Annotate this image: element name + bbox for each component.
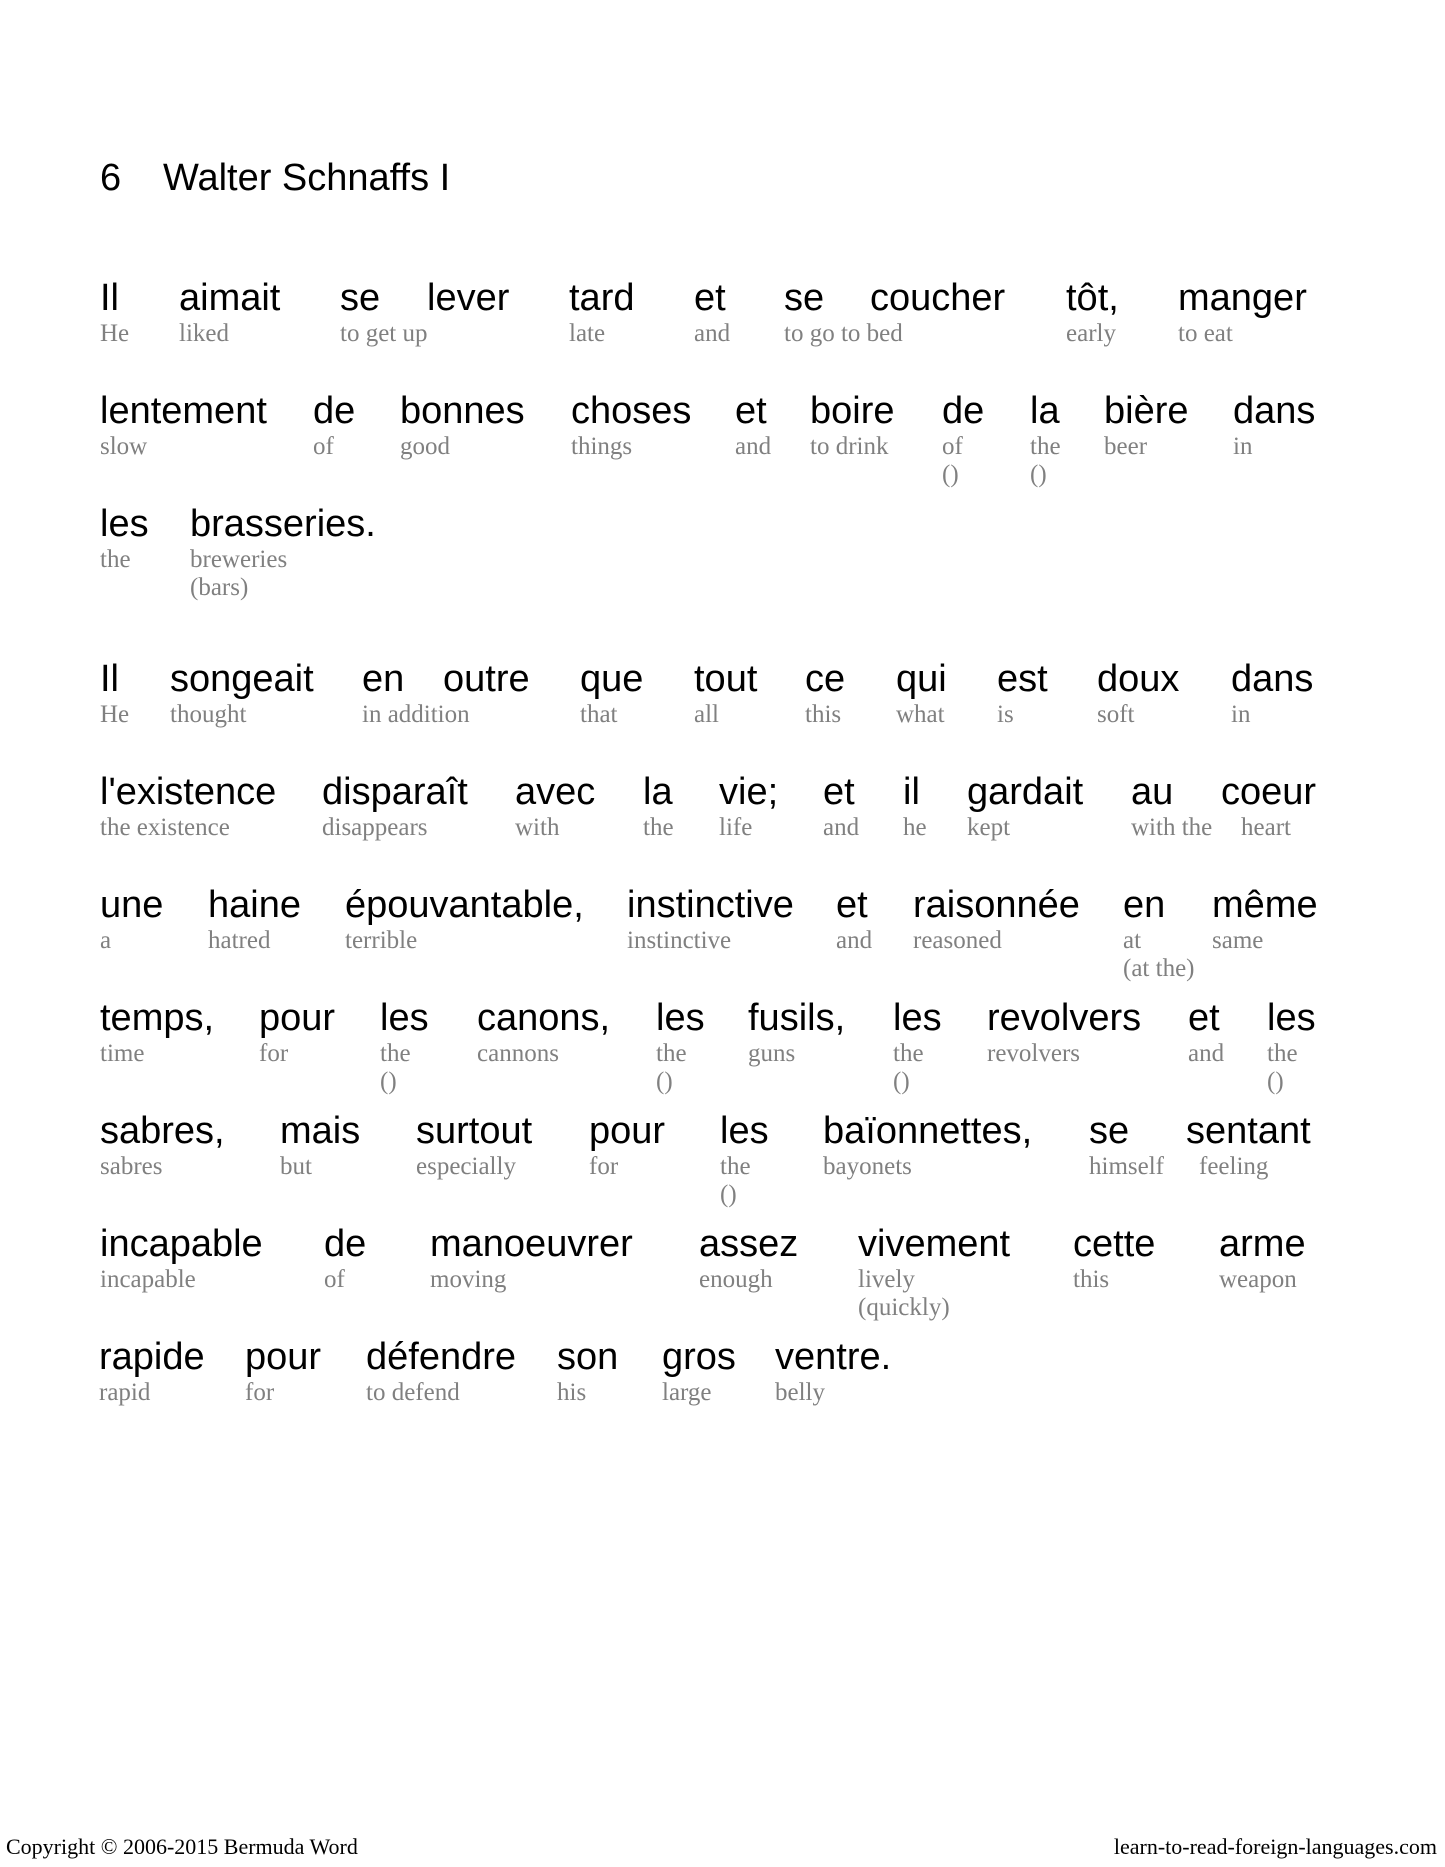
french-word: l'existence — [100, 771, 277, 813]
word-pair — [340, 276, 428, 348]
english-gloss: disappears — [322, 814, 428, 841]
english-gloss: (quickly) — [858, 1294, 950, 1321]
word-pair — [100, 502, 149, 574]
english-gloss: lively — [858, 1266, 915, 1293]
word-pair — [100, 657, 129, 729]
word-pair — [720, 1109, 769, 1209]
french-word: manger — [1178, 277, 1307, 319]
english-gloss: good — [400, 433, 450, 460]
english-gloss: he — [903, 814, 927, 841]
french-word: ventre. — [775, 1336, 892, 1378]
french-word: épouvantable, — [345, 884, 584, 926]
english-gloss: for — [259, 1040, 289, 1067]
english-gloss: and — [1188, 1040, 1225, 1067]
french-word: sentant — [1186, 1110, 1311, 1152]
english-gloss: that — [580, 701, 618, 728]
word-pair — [1178, 276, 1307, 348]
english-gloss: He — [100, 320, 130, 347]
english-gloss: for — [245, 1379, 275, 1406]
french-word: dans — [1231, 658, 1314, 700]
text-line — [0, 1109, 1445, 1219]
english-gloss: () — [942, 461, 959, 488]
word-pair — [259, 996, 335, 1068]
french-word: sabres, — [100, 1110, 225, 1152]
english-gloss: and — [836, 927, 873, 954]
french-word: pour — [245, 1336, 322, 1378]
french-word: disparaît — [322, 771, 468, 813]
text-line — [0, 1335, 1445, 1445]
word-pair — [400, 389, 525, 461]
french-word: avec — [515, 771, 596, 813]
french-word: outre — [443, 658, 530, 700]
french-word: temps, — [100, 997, 215, 1039]
word-pair — [913, 883, 1080, 955]
word-pair — [170, 657, 314, 729]
text-line — [0, 389, 1445, 499]
word-pair — [903, 770, 927, 842]
word-pair — [322, 770, 468, 842]
english-gloss: to defend — [366, 1379, 460, 1406]
french-word: tard — [569, 277, 635, 319]
word-pair — [380, 996, 429, 1096]
word-pair — [245, 1335, 321, 1407]
french-word: est — [997, 658, 1048, 700]
french-word: la — [643, 771, 673, 813]
french-word: bière — [1104, 390, 1189, 432]
word-pair — [1188, 996, 1224, 1068]
text-line — [0, 502, 1445, 612]
word-pair — [100, 1222, 263, 1294]
word-pair — [100, 1109, 225, 1181]
word-pair — [997, 657, 1048, 729]
word-pair — [987, 996, 1141, 1068]
english-gloss: to eat — [1178, 320, 1233, 347]
word-pair — [1231, 657, 1313, 729]
english-gloss: this — [805, 701, 842, 728]
word-pair — [324, 1222, 366, 1294]
english-gloss: terrible — [345, 927, 418, 954]
word-pair — [805, 657, 845, 729]
english-gloss: the existence — [100, 814, 230, 841]
french-word: se — [340, 277, 381, 319]
word-pair — [99, 1335, 205, 1407]
word-pair — [1212, 883, 1318, 955]
french-word: il — [903, 771, 920, 813]
word-pair — [694, 657, 757, 729]
word-pair — [427, 276, 509, 320]
french-word: songeait — [170, 658, 314, 700]
english-gloss: a — [100, 927, 112, 954]
english-gloss: in — [1233, 433, 1253, 460]
english-gloss: to drink — [810, 433, 889, 460]
french-word: revolvers — [987, 997, 1142, 1039]
word-pair — [100, 389, 267, 461]
french-word: incapable — [100, 1223, 263, 1265]
french-word: gardait — [967, 771, 1084, 813]
english-gloss: but — [280, 1153, 312, 1180]
word-pair — [893, 996, 942, 1096]
french-word: cette — [1073, 1223, 1156, 1265]
french-word: boire — [810, 390, 895, 432]
text-line — [0, 996, 1445, 1106]
french-word: baïonnettes, — [823, 1110, 1033, 1152]
english-gloss-text: heart — [1241, 814, 1291, 841]
english-gloss: his — [557, 1379, 587, 1406]
french-word: arme — [1219, 1223, 1306, 1265]
english-gloss: the — [643, 814, 674, 841]
french-word: canons, — [477, 997, 611, 1039]
french-word: instinctive — [627, 884, 794, 926]
english-gloss-text: feeling — [1199, 1153, 1269, 1180]
english-gloss: sabres — [100, 1153, 163, 1180]
word-pair — [345, 883, 584, 955]
word-pair — [313, 389, 355, 461]
word-pair — [1219, 1222, 1306, 1294]
french-word: bonnes — [400, 390, 525, 432]
english-gloss: the — [380, 1040, 411, 1067]
english-gloss: at — [1123, 927, 1142, 954]
english-gloss: weapon — [1219, 1266, 1297, 1293]
french-word: les — [380, 997, 429, 1039]
english-gloss: (at the) — [1123, 955, 1195, 982]
word-pair — [190, 502, 376, 602]
english-gloss: liked — [179, 320, 229, 347]
french-word: les — [1267, 997, 1316, 1039]
text-line — [0, 1222, 1445, 1332]
english-gloss: () — [1030, 461, 1047, 488]
french-word: se — [784, 277, 825, 319]
english-gloss: the — [656, 1040, 687, 1067]
word-pair — [1066, 276, 1119, 348]
word-pair — [100, 770, 276, 842]
word-pair — [735, 389, 771, 461]
english-gloss: moving — [430, 1266, 507, 1293]
french-word: les — [656, 997, 705, 1039]
word-pair — [810, 389, 895, 461]
english-gloss: this — [1073, 1266, 1110, 1293]
english-gloss: kept — [967, 814, 1011, 841]
word-pair — [1267, 996, 1316, 1096]
word-pair — [662, 1335, 736, 1407]
english-gloss: (bars) — [190, 574, 249, 601]
word-pair — [589, 1109, 665, 1181]
french-word: en — [362, 658, 405, 700]
french-word: rapide — [99, 1336, 205, 1378]
english-gloss: beer — [1104, 433, 1148, 460]
french-word: lentement — [100, 390, 267, 432]
english-gloss: is — [997, 701, 1014, 728]
english-gloss: () — [656, 1068, 673, 1095]
word-pair — [1123, 883, 1194, 983]
english-gloss: hatred — [208, 927, 271, 954]
word-pair — [515, 770, 595, 842]
word-pair — [366, 1335, 516, 1407]
word-pair — [748, 996, 845, 1068]
word-pair — [643, 770, 674, 842]
french-word: et — [694, 277, 726, 319]
french-word: défendre — [366, 1336, 517, 1378]
english-gloss: and — [735, 433, 772, 460]
french-word: doux — [1097, 658, 1180, 700]
french-word: mais — [280, 1110, 361, 1152]
english-gloss: incapable — [100, 1266, 196, 1293]
word-pair — [477, 996, 610, 1068]
english-gloss: life — [719, 814, 753, 841]
english-gloss: what — [896, 701, 945, 728]
text-line — [0, 883, 1445, 993]
word-pair — [1030, 389, 1061, 489]
french-word: même — [1212, 884, 1318, 926]
french-word: vivement — [858, 1223, 1011, 1265]
french-word: brasseries. — [190, 503, 376, 545]
french-word: les — [720, 1110, 769, 1152]
english-gloss: slow — [100, 433, 148, 460]
word-pair — [775, 1335, 891, 1407]
english-gloss: himself — [1089, 1153, 1164, 1180]
french-word: manoeuvrer — [430, 1223, 633, 1265]
french-word: fusils, — [748, 997, 846, 1039]
english-gloss: all — [694, 701, 719, 728]
word-pair — [627, 883, 794, 955]
french-word: choses — [571, 390, 692, 432]
copyright-notice: Copyright © 2006-2015 Bermuda Word — [6, 1834, 358, 1859]
english-gloss — [1199, 1153, 1268, 1181]
french-word: une — [100, 884, 164, 926]
french-word: pour — [259, 997, 336, 1039]
french-word: tôt, — [1066, 277, 1119, 319]
word-pair — [571, 389, 691, 461]
english-gloss: the — [100, 546, 131, 573]
word-pair — [557, 1335, 618, 1407]
english-gloss: breweries — [190, 546, 288, 573]
english-gloss: guns — [748, 1040, 796, 1067]
word-pair — [1089, 1109, 1164, 1181]
english-gloss — [1241, 814, 1291, 842]
french-word: haine — [208, 884, 301, 926]
english-gloss: of — [313, 433, 334, 460]
english-gloss: reasoned — [913, 927, 1002, 954]
word-pair — [1131, 770, 1212, 842]
word-pair — [1221, 770, 1316, 814]
english-gloss: time — [100, 1040, 145, 1067]
word-pair — [208, 883, 301, 955]
text-line — [0, 770, 1445, 880]
text-line — [0, 657, 1445, 767]
english-gloss: with — [515, 814, 560, 841]
word-pair — [100, 883, 163, 955]
english-gloss: things — [571, 433, 633, 460]
english-gloss: to get up — [340, 320, 428, 347]
word-pair — [1097, 657, 1179, 729]
french-word: les — [893, 997, 942, 1039]
english-gloss: belly — [775, 1379, 825, 1406]
word-pair — [569, 276, 634, 348]
french-word: et — [1188, 997, 1220, 1039]
english-gloss: especially — [416, 1153, 516, 1180]
word-pair — [836, 883, 872, 955]
english-gloss: in — [1231, 701, 1251, 728]
site-link[interactable]: learn-to-read-foreign-languages.com — [1113, 1834, 1437, 1859]
french-word: dans — [1233, 390, 1316, 432]
english-gloss: () — [720, 1181, 737, 1208]
english-gloss: in addition — [362, 701, 470, 728]
word-pair — [1073, 1222, 1155, 1294]
english-gloss: revolvers — [987, 1040, 1081, 1067]
english-gloss: late — [569, 320, 606, 347]
french-word: et — [836, 884, 868, 926]
french-word: que — [580, 658, 644, 700]
english-gloss: large — [662, 1379, 712, 1406]
word-pair — [870, 276, 1005, 320]
french-word: de — [324, 1223, 367, 1265]
french-word: surtout — [416, 1110, 533, 1152]
french-word: de — [313, 390, 356, 432]
english-gloss: bayonets — [823, 1153, 912, 1180]
word-pair — [1186, 1109, 1311, 1153]
english-gloss: the — [1030, 433, 1061, 460]
french-word: aimait — [179, 277, 281, 319]
french-word: et — [735, 390, 767, 432]
word-pair — [580, 657, 643, 729]
french-word: se — [1089, 1110, 1130, 1152]
word-pair — [967, 770, 1083, 842]
english-gloss: soft — [1097, 701, 1135, 728]
french-word: pour — [589, 1110, 666, 1152]
french-word: raisonnée — [913, 884, 1080, 926]
french-word: et — [823, 771, 855, 813]
word-pair — [430, 1222, 633, 1294]
text-line — [0, 276, 1445, 386]
french-word: la — [1030, 390, 1060, 432]
word-pair — [100, 276, 129, 348]
word-pair — [1233, 389, 1315, 461]
word-pair — [719, 770, 778, 842]
english-gloss: He — [100, 701, 130, 728]
french-word: ce — [805, 658, 846, 700]
word-pair — [942, 389, 984, 489]
french-word: tout — [694, 658, 758, 700]
french-word: de — [942, 390, 985, 432]
english-gloss: the — [1267, 1040, 1298, 1067]
french-word: lever — [427, 277, 510, 319]
french-word: son — [557, 1336, 619, 1378]
word-pair — [443, 657, 530, 701]
french-word: en — [1123, 884, 1166, 926]
english-gloss: of — [324, 1266, 345, 1293]
english-gloss: to go to bed — [784, 320, 903, 347]
word-pair — [100, 996, 214, 1068]
english-gloss: early — [1066, 320, 1116, 347]
english-gloss: instinctive — [627, 927, 732, 954]
chapter-name: Walter Schnaffs I — [163, 157, 451, 199]
french-word: qui — [896, 658, 947, 700]
word-pair — [280, 1109, 360, 1181]
french-word: gros — [662, 1336, 736, 1378]
word-pair — [896, 657, 947, 729]
french-word: coucher — [870, 277, 1006, 319]
english-gloss: with the — [1131, 814, 1213, 841]
french-word: Il — [100, 277, 119, 319]
chapter-number: 6 — [100, 157, 122, 199]
word-pair — [656, 996, 705, 1096]
english-gloss: () — [380, 1068, 397, 1095]
french-word: assez — [699, 1223, 799, 1265]
word-pair — [694, 276, 730, 348]
word-pair — [858, 1222, 1010, 1322]
french-word: vie; — [719, 771, 779, 813]
english-gloss: () — [893, 1068, 910, 1095]
english-gloss: and — [823, 814, 860, 841]
english-gloss: enough — [699, 1266, 773, 1293]
english-gloss: the — [720, 1153, 751, 1180]
word-pair — [823, 770, 859, 842]
english-gloss: and — [694, 320, 731, 347]
english-gloss: cannons — [477, 1040, 559, 1067]
english-gloss: () — [1267, 1068, 1284, 1095]
french-word: Il — [100, 658, 119, 700]
english-gloss: rapid — [99, 1379, 151, 1406]
word-pair — [699, 1222, 798, 1294]
french-word: au — [1131, 771, 1174, 813]
english-gloss: of — [942, 433, 963, 460]
word-pair — [823, 1109, 1032, 1181]
french-word: coeur — [1221, 771, 1317, 813]
word-pair — [416, 1109, 532, 1181]
english-gloss: same — [1212, 927, 1264, 954]
english-gloss: the — [893, 1040, 924, 1067]
french-word: les — [100, 503, 149, 545]
english-gloss: for — [589, 1153, 619, 1180]
word-pair — [179, 276, 280, 348]
word-pair — [1104, 389, 1189, 461]
english-gloss: thought — [170, 701, 247, 728]
